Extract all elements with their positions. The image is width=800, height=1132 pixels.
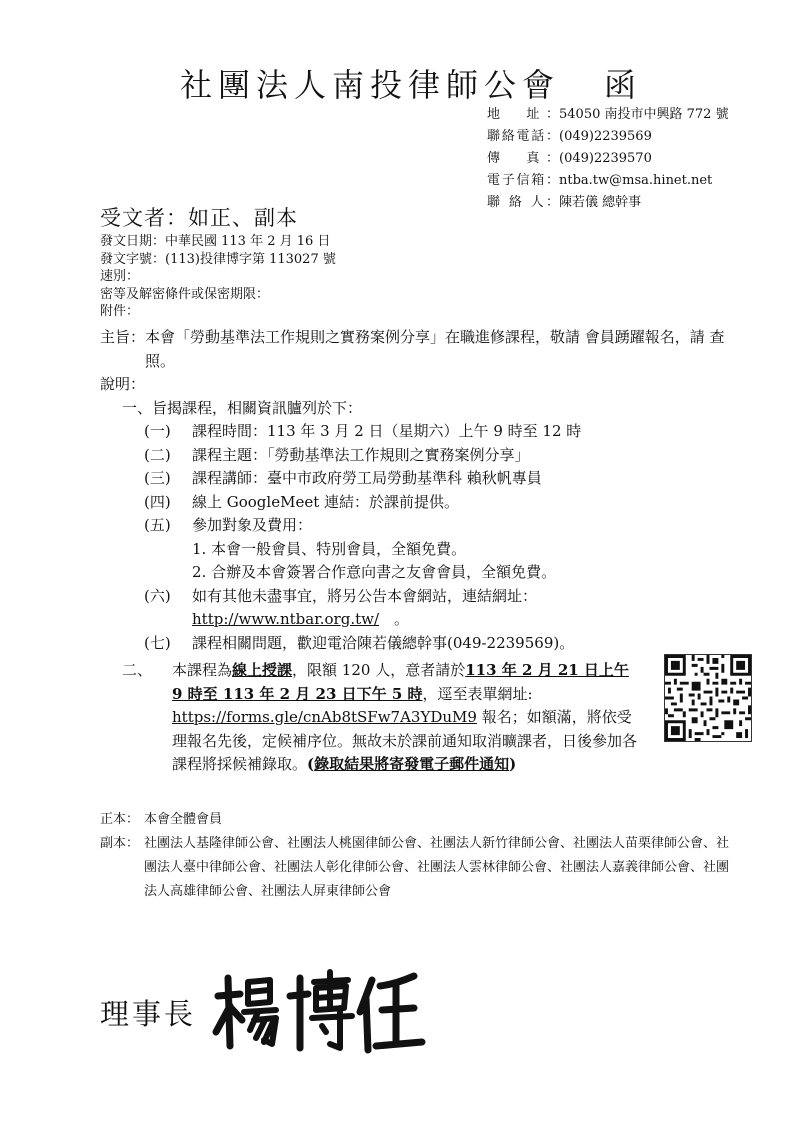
- email-notice: 錄取結果將寄發電子郵件通知: [314, 755, 510, 773]
- letterhead-title: [180, 60, 642, 106]
- issue-date: 發文日期：中華民國 113 年 2 月 16 日: [100, 234, 331, 249]
- secrecy: 密等及解密條件或保密期限：: [100, 286, 270, 302]
- contact-fax: 傳 真：(049)2239570: [487, 151, 652, 166]
- distribution-list: [100, 808, 740, 904]
- sub-item-7: (七) 課程相關問題，歡迎電洽陳若儀總幹事(049-2239569)。: [144, 633, 575, 652]
- subject-text: 本會「勞動基準法工作規則之實務案例分享」在職進修課程，敬請 會員踴躍報名，請 查照。: [145, 328, 725, 370]
- document-meta: [100, 203, 336, 321]
- online-course-note: 線上授課: [232, 661, 293, 679]
- handwritten-signature: [210, 966, 430, 1056]
- explanation-label: 說明：: [100, 375, 146, 393]
- sub-item-5: (五) 參加對象及費用：: [144, 516, 313, 534]
- fee-item-1: 1. 本會一般會員、特別會員，全額免費。: [192, 539, 467, 558]
- explanation-item-1: 一、旨揭課程，相關資訊臚列於下：: [122, 398, 363, 417]
- contact-email: 電子信箱：ntba.tw@msa.hinet.net: [487, 173, 713, 188]
- document-number: 發文字號：(113)投律博字第 113027 號: [100, 251, 336, 267]
- fee-item-2: 2. 合辦及本會簽署合作意向書之友會會員，全額免費。: [192, 563, 557, 581]
- contact-person: 聯 絡 人：陳若儀 總幹事: [487, 195, 642, 210]
- explanation-item-2: 二、 本課程為線上授課，限額 120 人，意者請於113 年 2 月 21 日上午 9 時至 113 年 2 月 23 日下午 5 時，逕至表單網址: https://forms.gle/cnAb8tSFw7A3YDuM9 報名；如額滿，將依受理報名先後，定候補序位。無故未於課前通知取消曠課者，日後參加各課程將採候補錄取。(錄取結果將寄發電子郵件通知): [122, 661, 638, 773]
- website-link[interactable]: http://www.ntbar.org.tw/: [192, 610, 380, 628]
- sub-item-2: (二) 課程主題：「勞動基準法工作規則之實務案例分享」: [144, 445, 530, 464]
- doc-type: 函: [604, 66, 643, 104]
- sub-item-1: (一) 課程時間：113 年 3 月 2 日（星期六）上午 9 時至 12 時: [144, 422, 582, 440]
- chairman-title: 理事長: [100, 997, 197, 1031]
- letter-body: [100, 326, 740, 777]
- attachment: 附件：: [100, 304, 140, 319]
- registration-qr-code[interactable]: [664, 654, 752, 742]
- registration-form-link[interactable]: https://forms.gle/cnAb8tSFw7A3YDuM9: [172, 708, 477, 726]
- contact-phone: 聯絡電話：(049)2239569: [487, 129, 652, 144]
- sub-item-6: (六) 如有其他未盡事宜，將另公告本會網站，連結網址： http://www.ntbar.org.tw/ 。: [144, 586, 538, 628]
- sub-item-3: (三) 課程講師：臺中市政府勞工局勞動基準科 賴秋帆專員: [144, 469, 542, 487]
- contact-block: [487, 104, 729, 214]
- speed: 速別：: [100, 269, 140, 284]
- copy-recipients: 副本： 社團法人基隆律師公會、社團法人桃園律師公會、社團法人新竹律師公會、社團法人苗栗律師公會、社團法人臺中律師公會、社團法人彰化律師公會、社團法人雲林律師公會、社團法人嘉義律師公會、社團法人高雄律師公會、社團法人屏東律師公會: [100, 836, 730, 899]
- subject: 主旨： 本會「勞動基準法工作規則之實務案例分享」在職進修課程，敬請 會員踴躍報名，請 查照。: [100, 326, 740, 373]
- sub-item-4: (四) 線上 GoogleMeet 連結：於課前提供。: [144, 492, 459, 511]
- org-name: 社團法人南投律師公會: [180, 66, 561, 104]
- registration-period: 113 年 2 月 21 日上午 9 時至 113 年 2 月 23 日下午 5 時: [172, 661, 629, 703]
- main-recipient: 正本： 本會全體會員: [100, 812, 223, 827]
- contact-address: 地 址：54050 南投市中興路 772 號: [487, 107, 729, 122]
- recipient: 受文者：如正、副本: [100, 206, 298, 230]
